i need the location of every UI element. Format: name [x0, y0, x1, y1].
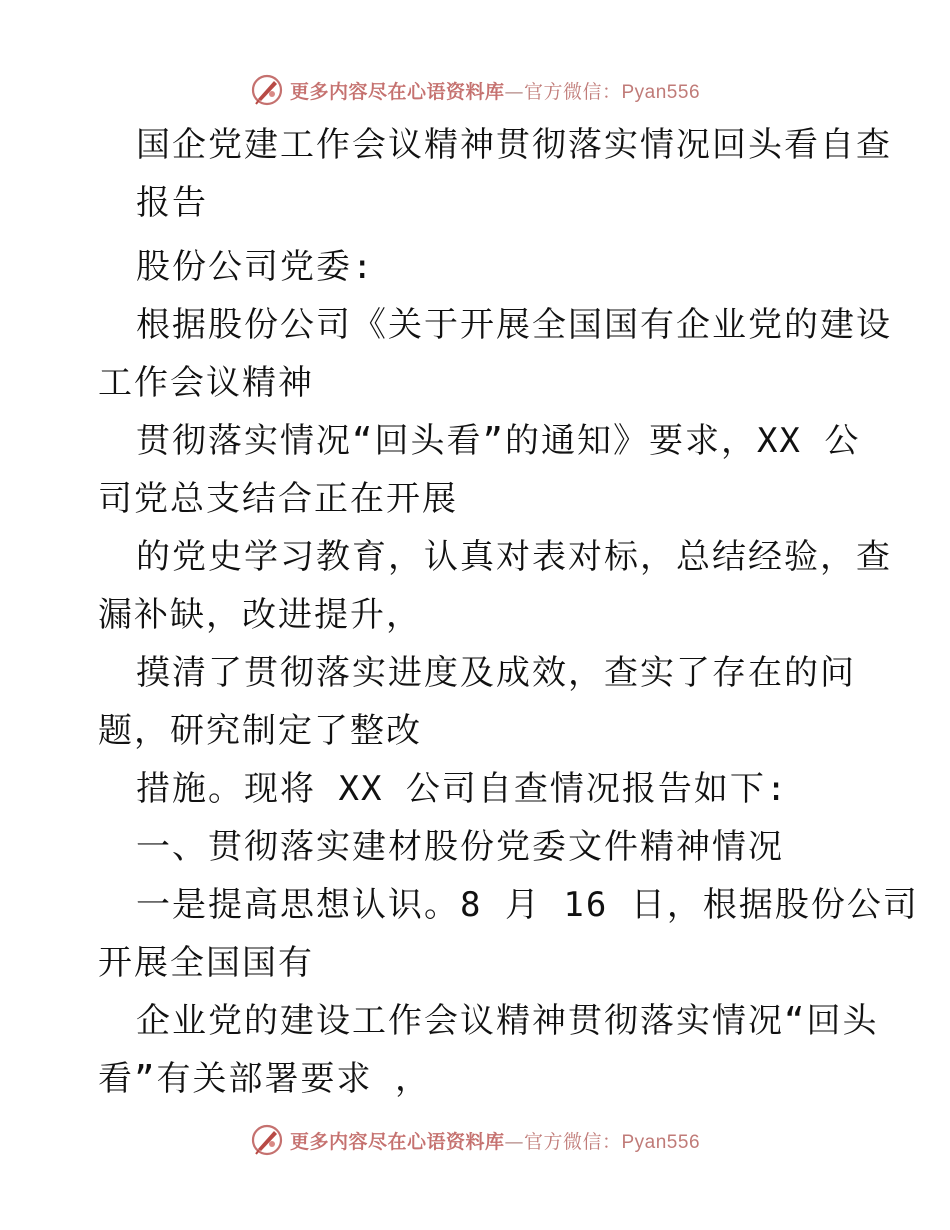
- paragraph-line: 措施。现将 XX 公司自查情况报告如下:: [136, 769, 789, 809]
- footer-banner-separator: —: [504, 1130, 524, 1153]
- footer-banner-wechat-label: 官方微信：: [523, 1130, 622, 1153]
- salutation-line: 股份公司党委:: [136, 247, 375, 287]
- document-title-line-2: 报告: [136, 183, 208, 223]
- footer-watermark-banner: [0, 1122, 950, 1158]
- quill-logo-icon: [250, 73, 284, 107]
- header-banner-separator: —: [504, 80, 524, 103]
- paragraph-line: 一是提高思想认识。8 月 16 日，根据股份公司: [136, 885, 919, 925]
- paragraph-line: 的党史学习教育，认真对表对标，总结经验，查: [136, 537, 892, 577]
- header-watermark-banner: [0, 72, 950, 108]
- paragraph-line: 司党总支结合正在开展: [98, 479, 458, 519]
- paragraph-line: 开展全国国有: [98, 943, 314, 983]
- paragraph-line: 漏补缺，改进提升，: [98, 595, 422, 635]
- paragraph-line: 工作会议精神: [98, 363, 314, 403]
- paragraph-line: 贯彻落实情况“回头看”的通知》要求，XX 公: [136, 421, 861, 461]
- header-banner-handle: Pyan556: [621, 81, 701, 103]
- header-banner-wechat-label: 官方微信：: [523, 80, 622, 103]
- header-banner-slogan: 更多内容尽在心语资料库: [289, 80, 505, 103]
- footer-banner-slogan: 更多内容尽在心语资料库: [289, 1130, 505, 1153]
- paragraph-line: 根据股份公司《关于开展全国国有企业党的建设: [136, 305, 892, 345]
- paragraph-line: 题，研究制定了整改: [98, 711, 422, 751]
- paragraph-line: 企业党的建设工作会议精神贯彻落实情况“回头: [136, 1001, 879, 1041]
- quill-logo-icon: [250, 1123, 284, 1157]
- footer-banner-handle: Pyan556: [621, 1131, 701, 1153]
- footer-banner-text: [290, 1127, 700, 1154]
- paragraph-line: 看”有关部署要求 ，: [98, 1059, 431, 1099]
- section-heading-line: 一、贯彻落实建材股份党委文件精神情况: [136, 827, 784, 867]
- paragraph-line: 摸清了贯彻落实进度及成效，查实了存在的问: [136, 653, 856, 693]
- document-title-line-1: 国企党建工作会议精神贯彻落实情况回头看自查: [136, 125, 892, 165]
- header-banner-text: [290, 77, 700, 104]
